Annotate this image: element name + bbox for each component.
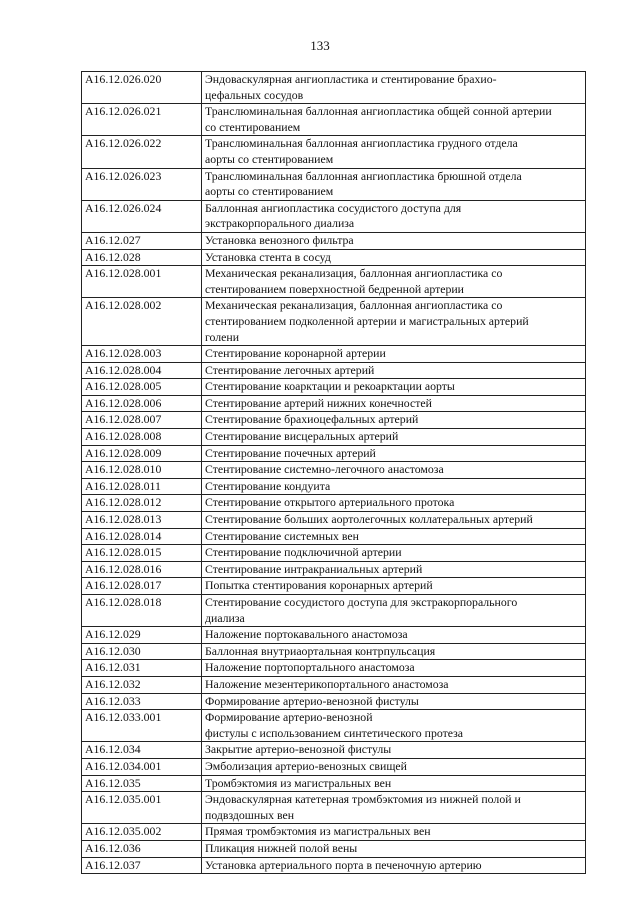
procedure-name	[202, 168, 586, 200]
procedure-name	[202, 840, 586, 857]
procedure-code: A16.12.028.014	[82, 528, 202, 545]
procedure-name-line: Формирование артерио-венозной	[205, 710, 373, 725]
procedure-name	[202, 693, 586, 710]
table-row	[82, 660, 586, 677]
table-row	[82, 429, 586, 446]
procedure-name	[202, 232, 586, 249]
procedure-name-line: Стентирование висцеральных артерий	[205, 429, 399, 444]
procedure-name-line: Стентирование интракраниальных артерий	[205, 561, 423, 576]
table-row	[82, 676, 586, 693]
procedure-name-line: Стентирование легочных артерий	[205, 362, 375, 377]
procedure-name	[202, 445, 586, 462]
procedure-name	[202, 643, 586, 660]
procedure-name-line: Стентирование сосудистого доступа для экстракорпорального	[205, 595, 518, 609]
page-number: 133	[310, 38, 330, 53]
table-row	[82, 561, 586, 578]
procedure-name-line: Транслюминальная баллонная ангиопластика брюшной отдела	[205, 168, 522, 183]
procedure-code: A16.12.035.002	[82, 824, 202, 841]
table-row	[82, 595, 586, 627]
procedure-name-line: аорты со стентированием	[205, 151, 334, 166]
procedure-name-line: Попытка стентирования коронарных артерий	[205, 578, 433, 593]
procedure-name	[202, 200, 586, 232]
procedure-name	[202, 627, 586, 644]
procedure-name	[202, 824, 586, 841]
procedure-name-line: голени	[205, 329, 240, 344]
procedure-code: A16.12.028.016	[82, 561, 202, 578]
procedure-name-line: Тромбэктомия из магистральных вен	[205, 775, 392, 790]
procedure-name-line: подвздошных вен	[205, 807, 295, 822]
procedure-code: A16.12.028.004	[82, 362, 202, 379]
procedure-name-line: Стентирование подключичной артерии	[205, 545, 402, 560]
procedure-code: A16.12.032	[82, 676, 202, 693]
procedure-name-line: Прямая тромбэктомия из магистральных вен	[205, 824, 431, 839]
table-row	[82, 136, 586, 168]
procedure-code: A16.12.027	[82, 232, 202, 249]
procedure-code: A16.12.034	[82, 742, 202, 759]
procedure-name-line: Наложение мезентерикопортального анастомоза	[205, 676, 449, 691]
table-body	[82, 72, 586, 874]
table-row	[82, 72, 586, 104]
procedure-code: A16.12.035	[82, 775, 202, 792]
procedure-name-line: Установка артериального порта в печеночную артерию	[205, 857, 482, 872]
procedure-name	[202, 595, 586, 627]
procedure-code: A16.12.037	[82, 857, 202, 874]
table-row	[82, 445, 586, 462]
procedure-name	[202, 346, 586, 363]
procedure-name-line: цефальных сосудов	[205, 87, 304, 102]
procedure-name	[202, 412, 586, 429]
procedure-name-line: фистулы с использованием синтетического протеза	[205, 725, 464, 740]
procedure-code: A16.12.028.012	[82, 495, 202, 512]
procedure-code: A16.12.028.018	[82, 595, 202, 627]
procedure-name-line: Пликация нижней полой вены	[205, 840, 358, 855]
table-row	[82, 792, 586, 824]
procedure-name	[202, 136, 586, 168]
procedure-name	[202, 528, 586, 545]
procedure-code: A16.12.026.021	[82, 104, 202, 136]
procedure-name-line: Механическая реканализация, баллонная ангиопластика со	[205, 298, 503, 313]
procedure-code: A16.12.036	[82, 840, 202, 857]
table-row	[82, 362, 586, 379]
table-row	[82, 643, 586, 660]
procedure-name	[202, 266, 586, 298]
table-row	[82, 824, 586, 841]
procedure-code: A16.12.026.020	[82, 72, 202, 104]
procedure-code: A16.12.033.001	[82, 710, 202, 742]
procedure-name-line: Установка стента в сосуд	[205, 249, 331, 264]
procedure-name	[202, 512, 586, 529]
procedure-code: A16.12.028.003	[82, 346, 202, 363]
procedure-name-line: Формирование артерио-венозной фистулы	[205, 693, 419, 708]
procedure-name-line: Стентирование почечных артерий	[205, 445, 376, 460]
procedure-code: A16.12.028.011	[82, 478, 202, 495]
procedure-name	[202, 758, 586, 775]
table-row	[82, 495, 586, 512]
procedure-name-line: Механическая реканализация, баллонная ангиопластика со	[205, 266, 503, 281]
procedure-name	[202, 561, 586, 578]
procedure-code: A16.12.026.024	[82, 200, 202, 232]
procedure-code: A16.12.028.006	[82, 395, 202, 412]
procedure-name-line: Эмболизация артерио-венозных свищей	[205, 758, 407, 773]
procedure-name	[202, 104, 586, 136]
procedure-code: A16.12.033	[82, 693, 202, 710]
procedure-name-line: Транслюминальная баллонная ангиопластика общей сонной артерии	[205, 104, 552, 119]
procedure-code: A16.12.028.008	[82, 429, 202, 446]
table-row	[82, 266, 586, 298]
procedure-name-line: со стентированием	[205, 119, 301, 134]
procedure-name-line: стентированием поверхностной бедренной артерии	[205, 281, 464, 296]
procedure-name-line: Баллонная ангиопластика сосудистого доступа для	[205, 200, 462, 215]
table-row	[82, 412, 586, 429]
table-row	[82, 857, 586, 874]
procedure-name-line: диализа	[205, 610, 245, 625]
table-row	[82, 775, 586, 792]
table-row	[82, 578, 586, 595]
table-row	[82, 462, 586, 479]
procedure-name	[202, 775, 586, 792]
procedure-name-line: Наложение портокавального анастомоза	[205, 627, 408, 642]
procedure-name-line: экстракорпорального диализа	[205, 216, 355, 231]
table-row	[82, 627, 586, 644]
procedure-code: A16.12.028.010	[82, 462, 202, 479]
procedure-name	[202, 72, 586, 104]
procedure-code: A16.12.035.001	[82, 792, 202, 824]
procedure-name	[202, 478, 586, 495]
procedure-name-line: Стентирование кондуита	[205, 478, 331, 493]
procedure-name-line: стентированием подколенной артерии и магистральных артерий	[205, 313, 529, 328]
procedure-code: A16.12.028.013	[82, 512, 202, 529]
procedure-name	[202, 710, 586, 742]
procedure-name-line: Транслюминальная баллонная ангиопластика грудного отдела	[205, 136, 518, 151]
procedure-name	[202, 676, 586, 693]
table-row	[82, 379, 586, 396]
procedure-code: A16.12.029	[82, 627, 202, 644]
procedure-code: A16.12.034.001	[82, 758, 202, 775]
procedure-name	[202, 495, 586, 512]
table-row	[82, 545, 586, 562]
procedure-code: A16.12.028.009	[82, 445, 202, 462]
procedure-code: A16.12.028.001	[82, 266, 202, 298]
procedure-name-line: Баллонная внутриаортальная контрпульсация	[205, 643, 436, 658]
procedure-name	[202, 857, 586, 874]
table-row	[82, 512, 586, 529]
procedure-name-line: Установка венозного фильтра	[205, 232, 354, 247]
procedure-code: A16.12.028.005	[82, 379, 202, 396]
procedure-name	[202, 379, 586, 396]
procedure-code: A16.12.028.002	[82, 298, 202, 346]
table-row	[82, 528, 586, 545]
procedure-name-line: Эндоваскулярная катетерная тромбэктомия из нижней полой и	[205, 792, 521, 807]
table-row	[82, 840, 586, 857]
table-row	[82, 200, 586, 232]
procedure-name-line: Закрытие артерио-венозной фистулы	[205, 742, 392, 757]
procedure-name	[202, 660, 586, 677]
procedure-code: A16.12.026.022	[82, 136, 202, 168]
table-row	[82, 742, 586, 759]
procedure-name	[202, 578, 586, 595]
procedure-code: A16.12.028.015	[82, 545, 202, 562]
table-row	[82, 346, 586, 363]
procedure-name-line: Стентирование системных вен	[205, 528, 359, 543]
table-row	[82, 249, 586, 266]
procedure-code: A16.12.031	[82, 660, 202, 677]
procedure-name	[202, 742, 586, 759]
procedure-name-line: Стентирование больших аортолегочных коллатеральных артерий	[205, 512, 533, 527]
procedure-name-line: Стентирование брахиоцефальных артерий	[205, 412, 419, 427]
procedure-code: A16.12.026.023	[82, 168, 202, 200]
table-row	[82, 758, 586, 775]
procedure-name	[202, 462, 586, 479]
table-row	[82, 395, 586, 412]
procedure-code: A16.12.028	[82, 249, 202, 266]
procedure-name-line: Стентирование системно-легочного анастомоза	[205, 462, 444, 477]
procedure-name	[202, 395, 586, 412]
table-row	[82, 710, 586, 742]
table-row	[82, 232, 586, 249]
procedure-name-line: Наложение портопортального анастомоза	[205, 660, 415, 675]
procedure-code: A16.12.030	[82, 643, 202, 660]
table-row	[82, 298, 586, 346]
procedure-name	[202, 545, 586, 562]
procedure-name-line: Стентирование коарктации и рекоарктации аорты	[205, 379, 455, 394]
procedure-name	[202, 792, 586, 824]
procedure-name-line: Стентирование открытого артериального протока	[205, 495, 455, 510]
procedure-name-line: Стентирование коронарной артерии	[205, 346, 386, 361]
procedure-name	[202, 362, 586, 379]
procedure-name	[202, 249, 586, 266]
table-row	[82, 168, 586, 200]
procedure-code: A16.12.028.007	[82, 412, 202, 429]
table-row	[82, 104, 586, 136]
procedure-name-line: аорты со стентированием	[205, 184, 334, 199]
procedure-name-line: Стентирование артерий нижних конечностей	[205, 395, 432, 410]
procedure-name-line: Эндоваскулярная ангиопластика и стентирование брахио-	[205, 72, 497, 86]
procedures-table	[81, 71, 586, 874]
procedure-name	[202, 429, 586, 446]
table-row	[82, 478, 586, 495]
procedure-code: A16.12.028.017	[82, 578, 202, 595]
procedure-name	[202, 298, 586, 346]
table-row	[82, 693, 586, 710]
